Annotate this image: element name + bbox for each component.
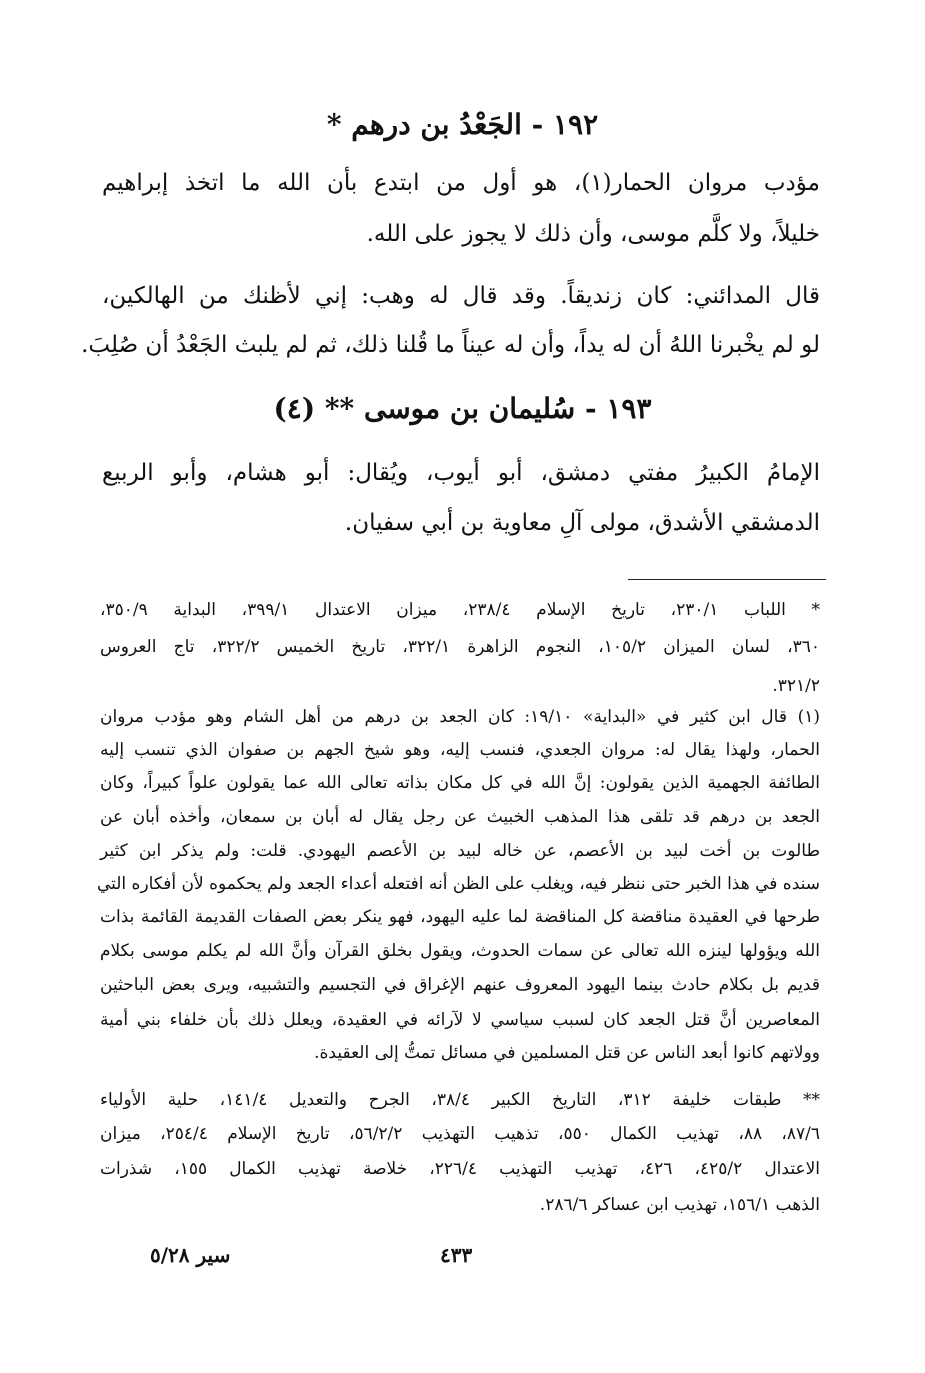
footnote-line: قديم بل بكلام حادث بينما اليهود المعروف عنهم الإغراق في التجسيم والتشبيه، ويرى بعض الباحثين xyxy=(100,975,820,995)
footnote-line: ٨٧/٦، ٨٨، تهذيب الكمال ٥٥٠، تذهيب التهذيب ٥٦/٢/٢، تاريخ الإسلام ٢٥٤/٤، ميزان xyxy=(100,1124,821,1144)
signature-mark: سير ٥/٢٨ xyxy=(150,1243,231,1267)
footnote-line: طرحها في العقيدة مناقضة كل المناقضة لما عليه اليهود، فهو ينكر بعض الصفات القديمة القائمة بذات xyxy=(100,907,820,927)
page-number: ٤٣٣ xyxy=(440,1243,473,1267)
footnote-line: الحمار، ولهذا يقال له: مروان الجعدي، فنسب إليه، وهو شيخ الجهم بن صفوان الذي تنسب إليه xyxy=(100,740,820,760)
entry-192-heading: ١٩٢ - الجَعْدُ بن درهم * xyxy=(326,108,599,141)
footnote-line: ** طبقات خليفة ٣١٢، التاريخ الكبير ٣٨/٤، الجرح والتعديل ١٤١/٤، حلية الأولياء xyxy=(100,1090,820,1110)
footnote-separator xyxy=(628,579,826,580)
footnote-line: وولاتهم كانوا أبعد الناس عن قتل المسلمين في مسائل تمتُّ إلى العقيدة. xyxy=(314,1043,820,1063)
entry-192-line: قال المدائني: كان زنديقاً. وقد قال له وهب: إني لأظنك من الهالكين، xyxy=(102,283,820,309)
footnote-line: الجعد بن درهم قد تلقى هذا المذهب الخبيث عن رجل يقال له أبان بن سمعان، وأخذه أبان عن xyxy=(100,807,820,827)
entry-192-line: لو لم يخْبرنا اللهُ أن له يداً، وأن له عيناً ما قُلنا ذلك، ثم لم يلبث الجَعْدُ أن صُلِبَ. xyxy=(81,332,820,358)
footnote-line: الاعتدال ٤٢٥/٢، ٤٢٦، تهذيب التهذيب ٢٢٦/٤، خلاصة تهذيب الكمال ١٥٥، شذرات xyxy=(100,1159,821,1179)
entry-193-line: الإمامُ الكبيرُ مفتي دمشق، أبو أيوب، ويُقال: أبو هشام، وأبو الربيع xyxy=(102,460,820,486)
footnote-line: ٣٢١/٢. xyxy=(772,676,820,696)
footnote-line: * اللباب ٢٣٠/١، تاريخ الإسلام ٢٣٨/٤، ميزان الاعتدال ٣٩٩/١، البداية ٣٥٠/٩، xyxy=(100,600,821,620)
footnote-line: المعاصرين أنَّ قتل الجعد كان لسبب سياسي لا لآرائه في العقيدة، ويعلل ذلك بأن خلفاء بني أمية xyxy=(100,1010,820,1030)
footnote-line: الطائفة الجهمية الذين يقولون: إنَّ الله في كل مكان بذاته تعالى الله عما يقولون علواً كبيراً، وكان xyxy=(100,773,820,793)
entry-193-heading: ١٩٣ - سُليمان بن موسى ** (٤) xyxy=(273,392,652,425)
entry-193-line: الدمشقي الأشدق، مولى آلِ معاوية بن أبي سفيان. xyxy=(344,510,820,536)
footnote-line: طالوت بن أخت لبيد بن الأعصم، عن خاله لبيد بن الأعصم اليهودي. قلت: ولم يذكر ابن كثير xyxy=(100,841,820,861)
footnote-line: ٣٦٠، لسان الميزان ١٠٥/٢، النجوم الزاهرة ٣٢٢/١، تاريخ الخميس ٣٢٢/٢، تاج العروس xyxy=(100,637,820,657)
entry-192-line: مؤدب مروان الحمار(١)، هو أول من ابتدع بأن الله ما اتخذ إبراهيم xyxy=(102,170,820,196)
footnote-line: سنده في هذا الخبر حتى ننظر فيه، ويغلب على الظن أنه افتعله أعداء الجعد ولم يحكموه لأن أفكاره التي xyxy=(96,874,820,894)
footnote-line: الله ويؤولها لينزه الله تعالى عن سمات الحدوث، ويقول بخلق القرآن وأنَّ الله لم يكلم موسى بكلام xyxy=(100,941,820,961)
entry-192-line: خليلاً، ولا كلَّم موسى، وأن ذلك لا يجوز على الله. xyxy=(366,221,820,247)
footnote-line: (١) قال ابن كثير في «البداية» ١٩/١٠: كان الجعد بن درهم من أهل الشام وهو مؤدب مروان xyxy=(100,707,821,727)
footnote-line: الذهب ١٥٦/١، تهذيب ابن عساكر ٢٨٦/٦. xyxy=(539,1195,820,1215)
